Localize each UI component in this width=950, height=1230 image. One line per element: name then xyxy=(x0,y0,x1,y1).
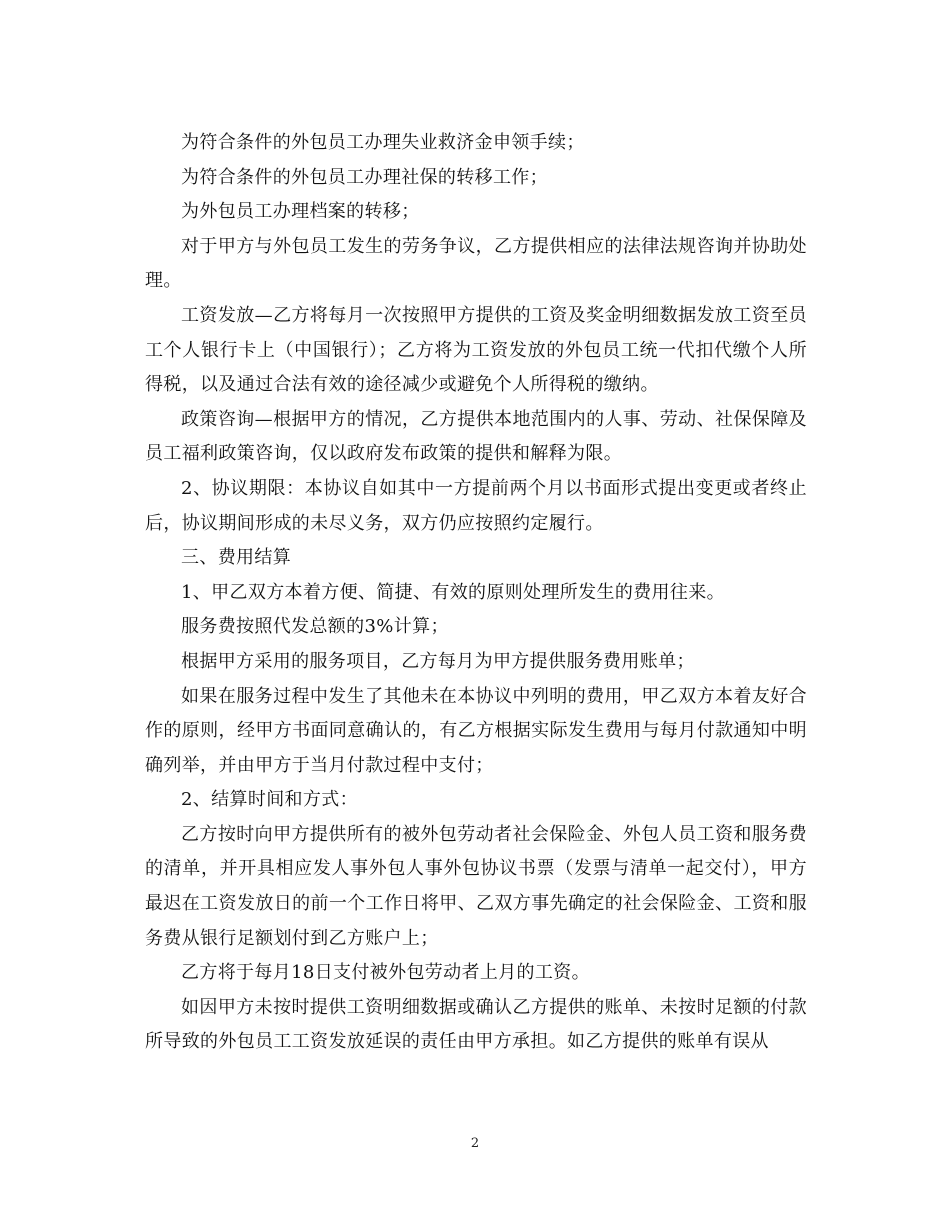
paragraph-settlement-procedure: 乙方按时向甲方提供所有的被外包劳动者社会保险金、外包人员工资和服务费的清单，并开具相应发人事外包人事外包协议书票（发票与清单一起交付），甲方最迟在工资发放日的前一个工作日将甲、乙双方事先确定的社会保险金、工资和服务费从银行足额划付到乙方账户上； xyxy=(145,823,807,949)
page-number: 2 xyxy=(470,1136,480,1151)
paragraph-social-insurance-transfer: 为符合条件的外包员工办理社保的转移工作； xyxy=(181,166,548,188)
paragraph-unemployment-benefit: 为符合条件的外包员工办理失业救济金申领手续； xyxy=(181,132,585,153)
paragraph-archive-transfer: 为外包员工办理档案的转移； xyxy=(181,201,420,223)
paragraph-labor-dispute: 对于甲方与外包员工发生的劳务争议，乙方提供相应的法律法规咨询并协助处理。 xyxy=(145,235,807,292)
document-body xyxy=(145,126,807,1060)
paragraph-salary-payment: 工资发放—乙方将每月一次按照甲方提供的工资及奖金明细数据发放工资至员工个人银行卡上（中国银行）；乙方将为工资发放的外包员工统一代扣代缴个人所得税，以及通过合法有效的途径减少或避免个人所得税的缴纳。 xyxy=(145,304,807,396)
paragraph-delay-responsibility: 如因甲方未按时提供工资明细数据或确认乙方提供的账单、未按时足额的付款所导致的外包员工工资发放延误的责任由甲方承担。如乙方提供的账单有误从 xyxy=(145,996,807,1053)
paragraph-agreement-term: 2、协议期限：本协议自如其中一方提前两个月以书面形式提出变更或者终止后，协议期间形成的未尽义务，双方仍应按照约定履行。 xyxy=(145,477,807,534)
paragraph-policy-consulting: 政策咨询—根据甲方的情况，乙方提供本地范围内的人事、劳动、社保保障及员工福利政策咨询，仅以政府发布政策的提供和解释为限。 xyxy=(145,408,807,465)
paragraph-monthly-bill: 根据甲方采用的服务项目，乙方每月为甲方提供服务费用账单； xyxy=(181,650,695,672)
section-heading-fee-settlement: 三、费用结算 xyxy=(181,547,292,569)
paragraph-salary-date: 乙方将于每月18日支付被外包劳动者上月的工资。 xyxy=(181,962,590,984)
paragraph-service-fee-rate: 服务费按照代发总额的3%计算； xyxy=(181,616,449,638)
paragraph-other-expenses: 如果在服务过程中发生了其他未在本协议中列明的费用，甲乙双方本着友好合作的原则，经甲方书面同意确认的，有乙方根据实际发生费用与每月付款通知中明确列举，并由甲方于当月付款过程中支付； xyxy=(145,685,807,776)
paragraph-fee-principle: 1、甲乙双方本着方便、简捷、有效的原则处理所发生的费用往来。 xyxy=(181,581,725,603)
paragraph-settlement-method-heading: 2、结算时间和方式： xyxy=(181,789,358,811)
